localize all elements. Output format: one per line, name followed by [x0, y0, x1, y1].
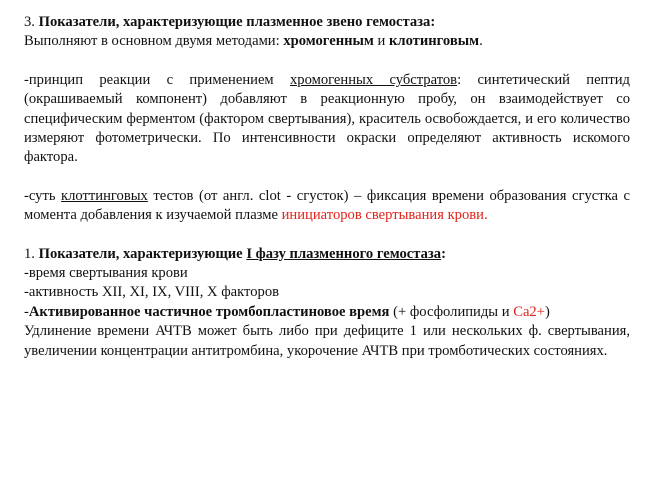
spacer — [24, 168, 630, 187]
calcium-highlight: Ca2+ — [513, 303, 545, 320]
spacer — [24, 52, 630, 71]
clotting-tests-link[interactable]: клоттинговых — [61, 187, 148, 204]
section1-colon: : — [441, 245, 446, 262]
list-item-factor-activity: -активность XII, XI, IX, VIII, X факторов — [24, 284, 280, 301]
chromogenic-paragraph — [24, 71, 630, 168]
chromogenic-lead: -принцип реакции с применением — [24, 71, 290, 88]
methods-period: . — [479, 33, 483, 50]
aptt-dash: - — [24, 303, 29, 320]
phase1-link[interactable]: I фазу плазменного гемостаза — [246, 245, 442, 262]
clotting-paragraph — [24, 187, 630, 226]
chromogenic-body: : синтетический пептид (окрашиваемый компонент) добавляют в реакционную пробу, он взаимодействует со специфическим ферментом (фактором свертывания), краситель освобождается, и его количество измеряют фотометрически. По интенсивности окраски определяют активность искомого фактора. — [24, 71, 630, 166]
method-chromogenic: хромогенным — [283, 33, 374, 50]
list-item-clotting-time: -время свертывания крови — [24, 265, 188, 282]
section3-title: Показатели, характеризующие плазменное звено гемостаза: — [38, 14, 436, 30]
section1-number: 1. — [24, 245, 39, 262]
clotting-initiators-highlight: инициаторов свертывания крови. — [281, 207, 488, 224]
method-clotting: клотинговым — [388, 33, 480, 50]
section1-heading — [24, 245, 630, 264]
spacer — [24, 226, 630, 245]
methods-conjunction: и — [373, 33, 389, 50]
methods-intro: Выполняют в основном двумя методами: — [24, 33, 284, 50]
section3-heading — [24, 13, 630, 32]
clotting-body: тестов (от англ. clot - сгусток) – фиксация времени образования сгустка с момента добавления к изучаемой плазме — [24, 187, 630, 224]
aptt-close: ) — [544, 303, 550, 320]
aptt-paragraph: Удлинение времени АЧТВ может быть либо при дефиците 1 или нескольких ф. свертывания, увеличении концентрации антитромбина, укорочение АЧТВ при тромботических состояниях. — [24, 323, 630, 359]
section3-number: 3. — [24, 14, 39, 30]
chromogenic-substrates-link[interactable]: хромогенных субстратов — [289, 71, 458, 88]
section1-title: Показатели, характеризующие — [38, 245, 247, 262]
aptt-term: Активированное частичное тромбопластиновое время — [28, 303, 390, 320]
methods-line — [24, 32, 630, 51]
list-item-aptt — [24, 303, 630, 322]
clotting-lead: -суть — [24, 187, 62, 204]
aptt-note: (+ фосфолипиды и — [389, 303, 514, 320]
